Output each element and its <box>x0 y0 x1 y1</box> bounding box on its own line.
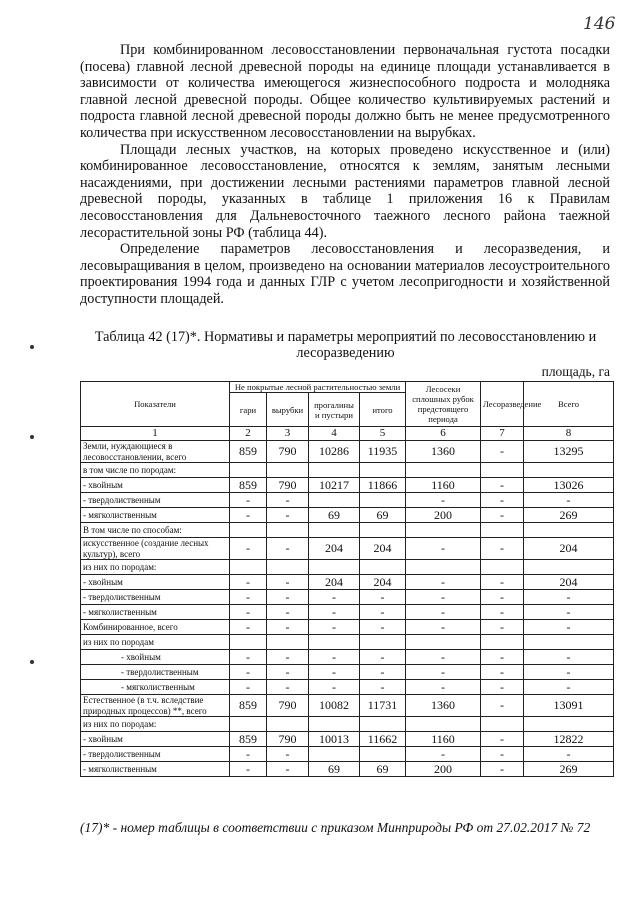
table-cell: - <box>360 605 406 620</box>
table-units: площадь, га <box>541 364 610 379</box>
table-cell: - <box>406 538 481 560</box>
table-row <box>81 762 614 777</box>
row-label: - мягколиственным <box>81 605 230 620</box>
table-cell <box>481 523 524 538</box>
table-cell: - <box>309 605 360 620</box>
table-row <box>81 478 614 493</box>
table-cell: 11662 <box>360 732 406 747</box>
table-cell: - <box>481 441 524 463</box>
table-cell <box>360 747 406 762</box>
table-cell: - <box>481 538 524 560</box>
table-cell: 11866 <box>360 478 406 493</box>
table-cell: 69 <box>309 762 360 777</box>
table-cell <box>406 560 481 575</box>
table-cell <box>267 560 309 575</box>
table-row <box>81 747 614 762</box>
table-cell: - <box>481 575 524 590</box>
table-cell: 790 <box>267 441 309 463</box>
table-cell: - <box>481 665 524 680</box>
table-cell: - <box>481 590 524 605</box>
table-cell: - <box>406 605 481 620</box>
table-cell: - <box>360 665 406 680</box>
table-cell: - <box>481 747 524 762</box>
table-cell <box>360 523 406 538</box>
table-cell: - <box>230 493 267 508</box>
table-cell <box>267 523 309 538</box>
table-cell <box>309 523 360 538</box>
row-label: В том числе по способам: <box>81 523 230 538</box>
table-row <box>81 717 614 732</box>
row-label: - мягколиственным <box>81 762 230 777</box>
body-text <box>80 42 610 308</box>
row-label: из них по породам <box>81 635 230 650</box>
table-cell <box>406 635 481 650</box>
table-cell: - <box>481 493 524 508</box>
table-row <box>81 508 614 523</box>
table-cell: 204 <box>360 538 406 560</box>
table-cell <box>524 717 614 732</box>
table-cell <box>406 523 481 538</box>
table-row <box>81 635 614 650</box>
table-cell <box>267 717 309 732</box>
table-cell <box>406 717 481 732</box>
column-number: 8 <box>524 427 614 441</box>
table-cell: 69 <box>309 508 360 523</box>
table-cell <box>309 747 360 762</box>
table-cell <box>267 463 309 478</box>
table-row <box>81 590 614 605</box>
table-row <box>81 650 614 665</box>
table-cell: - <box>360 680 406 695</box>
table-cell: 859 <box>230 732 267 747</box>
table-cell: - <box>230 747 267 762</box>
table-cell <box>309 463 360 478</box>
table-cell: 10217 <box>309 478 360 493</box>
table-cell: - <box>481 762 524 777</box>
table-cell: 859 <box>230 441 267 463</box>
table-cell: 1360 <box>406 441 481 463</box>
table-cell <box>267 635 309 650</box>
header-glades: прогалины и пустыри <box>309 393 360 427</box>
table-cell: - <box>267 680 309 695</box>
table-cell: - <box>230 762 267 777</box>
table-cell: - <box>267 747 309 762</box>
table-cell: 269 <box>524 508 614 523</box>
table-cell: - <box>267 665 309 680</box>
header-afforestation: Лесоразведение <box>481 382 524 427</box>
header-unforested-group: Не покрытые лесной растительностью земли <box>230 382 406 393</box>
table-row <box>81 441 614 463</box>
table-cell: - <box>524 650 614 665</box>
table-caption: Таблица 42 (17)*. Нормативы и параметры мероприятий по лесовосстановлению и лесоразведению <box>94 329 597 361</box>
table-cell: - <box>267 590 309 605</box>
table-cell <box>481 560 524 575</box>
table-cell: - <box>267 575 309 590</box>
table-cell: - <box>406 620 481 635</box>
table-cell <box>230 635 267 650</box>
row-label: из них по породам: <box>81 560 230 575</box>
paragraph-1: При комбинированном лесовосстановлении первоначальная густота посадки (посева) главной лесной древесной породы на единице площади устанавливается в зависимости от количества имеющегося жизнеспособного подроста и молодняка главной лесной древесной породы. Общее количество культивируемых растений и подроста главной лесной древесной породы должно быть не менее предусмотренного количества при искусственном лесовосстановлении на вырубках. <box>80 42 610 141</box>
column-number: 1 <box>81 427 230 441</box>
column-number: 3 <box>267 427 309 441</box>
table-cell: - <box>481 478 524 493</box>
table-cell: 11935 <box>360 441 406 463</box>
header-cutover: вырубки <box>267 393 309 427</box>
table-cell: 69 <box>360 762 406 777</box>
table-cell: - <box>230 680 267 695</box>
column-number: 6 <box>406 427 481 441</box>
table-row <box>81 605 614 620</box>
footnote: (17)* - номер таблицы в соответствии с приказом Минприроды РФ от 27.02.2017 № 72 <box>80 820 591 835</box>
table-cell: - <box>230 508 267 523</box>
table-row <box>81 523 614 538</box>
table-cell: - <box>360 620 406 635</box>
row-label: - хвойным <box>81 478 230 493</box>
table-cell: 13026 <box>524 478 614 493</box>
table-row <box>81 695 614 717</box>
table-cell <box>360 493 406 508</box>
page-number: 146 <box>583 14 616 34</box>
table-cell <box>360 635 406 650</box>
table-cell: - <box>267 493 309 508</box>
table-cell: - <box>267 538 309 560</box>
header-total: итого <box>360 393 406 427</box>
table-row <box>81 538 614 560</box>
table-cell <box>230 463 267 478</box>
table-cell: - <box>524 605 614 620</box>
header-grand-total: Всего <box>524 382 614 427</box>
table-cell: - <box>360 590 406 605</box>
table-cell: - <box>481 650 524 665</box>
table-cell <box>309 635 360 650</box>
column-number-row <box>81 427 614 441</box>
table-cell <box>360 560 406 575</box>
table-cell: - <box>230 665 267 680</box>
table-cell: 10082 <box>309 695 360 717</box>
column-number: 7 <box>481 427 524 441</box>
table-row <box>81 463 614 478</box>
row-label: Земли, нуждающиеся в лесовосстановлении, всего <box>81 441 230 463</box>
table-cell: - <box>406 590 481 605</box>
table-cell: - <box>267 605 309 620</box>
table-cell: - <box>481 695 524 717</box>
table-cell: 200 <box>406 508 481 523</box>
punch-hole-mark <box>30 660 34 664</box>
table-cell: - <box>524 665 614 680</box>
table-row <box>81 493 614 508</box>
table-cell <box>524 463 614 478</box>
table-cell: 790 <box>267 478 309 493</box>
table-cell: - <box>267 508 309 523</box>
table-cell: - <box>481 732 524 747</box>
table-cell: 10286 <box>309 441 360 463</box>
table-cell: - <box>267 620 309 635</box>
table-cell: 11731 <box>360 695 406 717</box>
table-cell <box>230 523 267 538</box>
column-number: 2 <box>230 427 267 441</box>
table-cell <box>524 523 614 538</box>
column-number: 4 <box>309 427 360 441</box>
table-cell: - <box>360 650 406 665</box>
table-cell: - <box>230 590 267 605</box>
table-cell: 790 <box>267 695 309 717</box>
row-label: - твердолиственным <box>81 747 230 762</box>
header-indicators: Показатели <box>81 382 230 427</box>
row-label: Комбинированное, всего <box>81 620 230 635</box>
table-cell: - <box>524 493 614 508</box>
table-cell: 12822 <box>524 732 614 747</box>
table-cell: 269 <box>524 762 614 777</box>
table-cell: - <box>267 762 309 777</box>
row-label: - твердолиственным <box>81 665 230 680</box>
row-label: - твердолиственным <box>81 590 230 605</box>
table-cell: - <box>481 508 524 523</box>
table-cell: 200 <box>406 762 481 777</box>
table-cell: 10013 <box>309 732 360 747</box>
table-cell <box>360 717 406 732</box>
row-label: - хвойным <box>81 575 230 590</box>
table-cell: - <box>309 680 360 695</box>
table-cell: - <box>406 680 481 695</box>
table-cell: - <box>309 620 360 635</box>
table-cell <box>309 493 360 508</box>
table-cell: - <box>309 590 360 605</box>
table-cell: - <box>524 680 614 695</box>
row-label: в том числе по породам: <box>81 463 230 478</box>
table-cell <box>406 463 481 478</box>
table-cell: - <box>267 650 309 665</box>
table-cell: - <box>230 605 267 620</box>
table-cell: 204 <box>309 575 360 590</box>
table-cell: - <box>481 680 524 695</box>
row-label: Естественное (в т.ч. вследствие природных процессов) **, всего <box>81 695 230 717</box>
table-cell <box>309 717 360 732</box>
row-label: - хвойным <box>81 650 230 665</box>
table-cell: - <box>406 575 481 590</box>
table-cell: - <box>230 575 267 590</box>
table-row <box>81 680 614 695</box>
table-cell <box>481 717 524 732</box>
table-cell: - <box>309 650 360 665</box>
paragraph-3: Определение параметров лесовосстановления и лесоразведения, и лесовыращивания в целом, произведено на основании материалов лесоустроительного проектирования 1994 года и данных ГЛР с учетом лесопригодности и хозяйственной доступности площадей. <box>80 241 610 307</box>
row-label: - мягколиственным <box>81 508 230 523</box>
table-cell <box>524 635 614 650</box>
table-cell: - <box>481 605 524 620</box>
table-cell: - <box>524 747 614 762</box>
punch-hole-mark <box>30 345 34 349</box>
table-row <box>81 732 614 747</box>
row-label: - мягколиственным <box>81 680 230 695</box>
table-cell <box>230 560 267 575</box>
table-cell: 1160 <box>406 732 481 747</box>
row-label: - твердолиственным <box>81 493 230 508</box>
table-cell: - <box>230 620 267 635</box>
paragraph-2: Площади лесных участков, на которых проведено искусственное и (или) комбинированное лесовосстановление, относятся к землям, занятым лесными насаждениями, при достижении лесными растениями параметров главной лесной древесной породы, указанных в таблице 1 приложения 16 к Правилам лесовосстановления для Дальневосточного таежного лесного района таежной лесорастительной зоны РФ (таблица 44). <box>80 141 610 241</box>
table-row <box>81 620 614 635</box>
table-cell <box>360 463 406 478</box>
table-cell: - <box>406 747 481 762</box>
table-cell: 204 <box>360 575 406 590</box>
table-cell <box>481 463 524 478</box>
table-cell: 1160 <box>406 478 481 493</box>
table-cell: 13295 <box>524 441 614 463</box>
table-cell: - <box>524 590 614 605</box>
row-label: искусственное (создание лесных культур), всего <box>81 538 230 560</box>
table-cell: - <box>524 620 614 635</box>
table-cell: 204 <box>524 538 614 560</box>
table-cell: - <box>406 493 481 508</box>
table-cell: - <box>230 650 267 665</box>
table-cell: - <box>309 665 360 680</box>
table-cell: - <box>406 665 481 680</box>
table-row <box>81 665 614 680</box>
table-cell: - <box>481 620 524 635</box>
table-cell: 13091 <box>524 695 614 717</box>
header-clearcuts: Лесосеки сплошных рубок предстоящего периода <box>406 382 481 427</box>
header-burnt: гари <box>230 393 267 427</box>
column-number: 5 <box>360 427 406 441</box>
table-cell <box>481 635 524 650</box>
row-label: из них по породам: <box>81 717 230 732</box>
table-row <box>81 575 614 590</box>
table-cell: 790 <box>267 732 309 747</box>
table-cell: - <box>230 538 267 560</box>
table-cell: - <box>406 650 481 665</box>
table-cell <box>230 717 267 732</box>
table-cell: 204 <box>524 575 614 590</box>
table-cell: 69 <box>360 508 406 523</box>
table-cell: 859 <box>230 478 267 493</box>
table-row <box>81 560 614 575</box>
reforestation-table <box>80 381 614 777</box>
table-cell <box>524 560 614 575</box>
table-cell <box>309 560 360 575</box>
table-cell: 204 <box>309 538 360 560</box>
row-label: - хвойным <box>81 732 230 747</box>
punch-hole-mark <box>30 435 34 439</box>
table-cell: 1360 <box>406 695 481 717</box>
table-cell: 859 <box>230 695 267 717</box>
